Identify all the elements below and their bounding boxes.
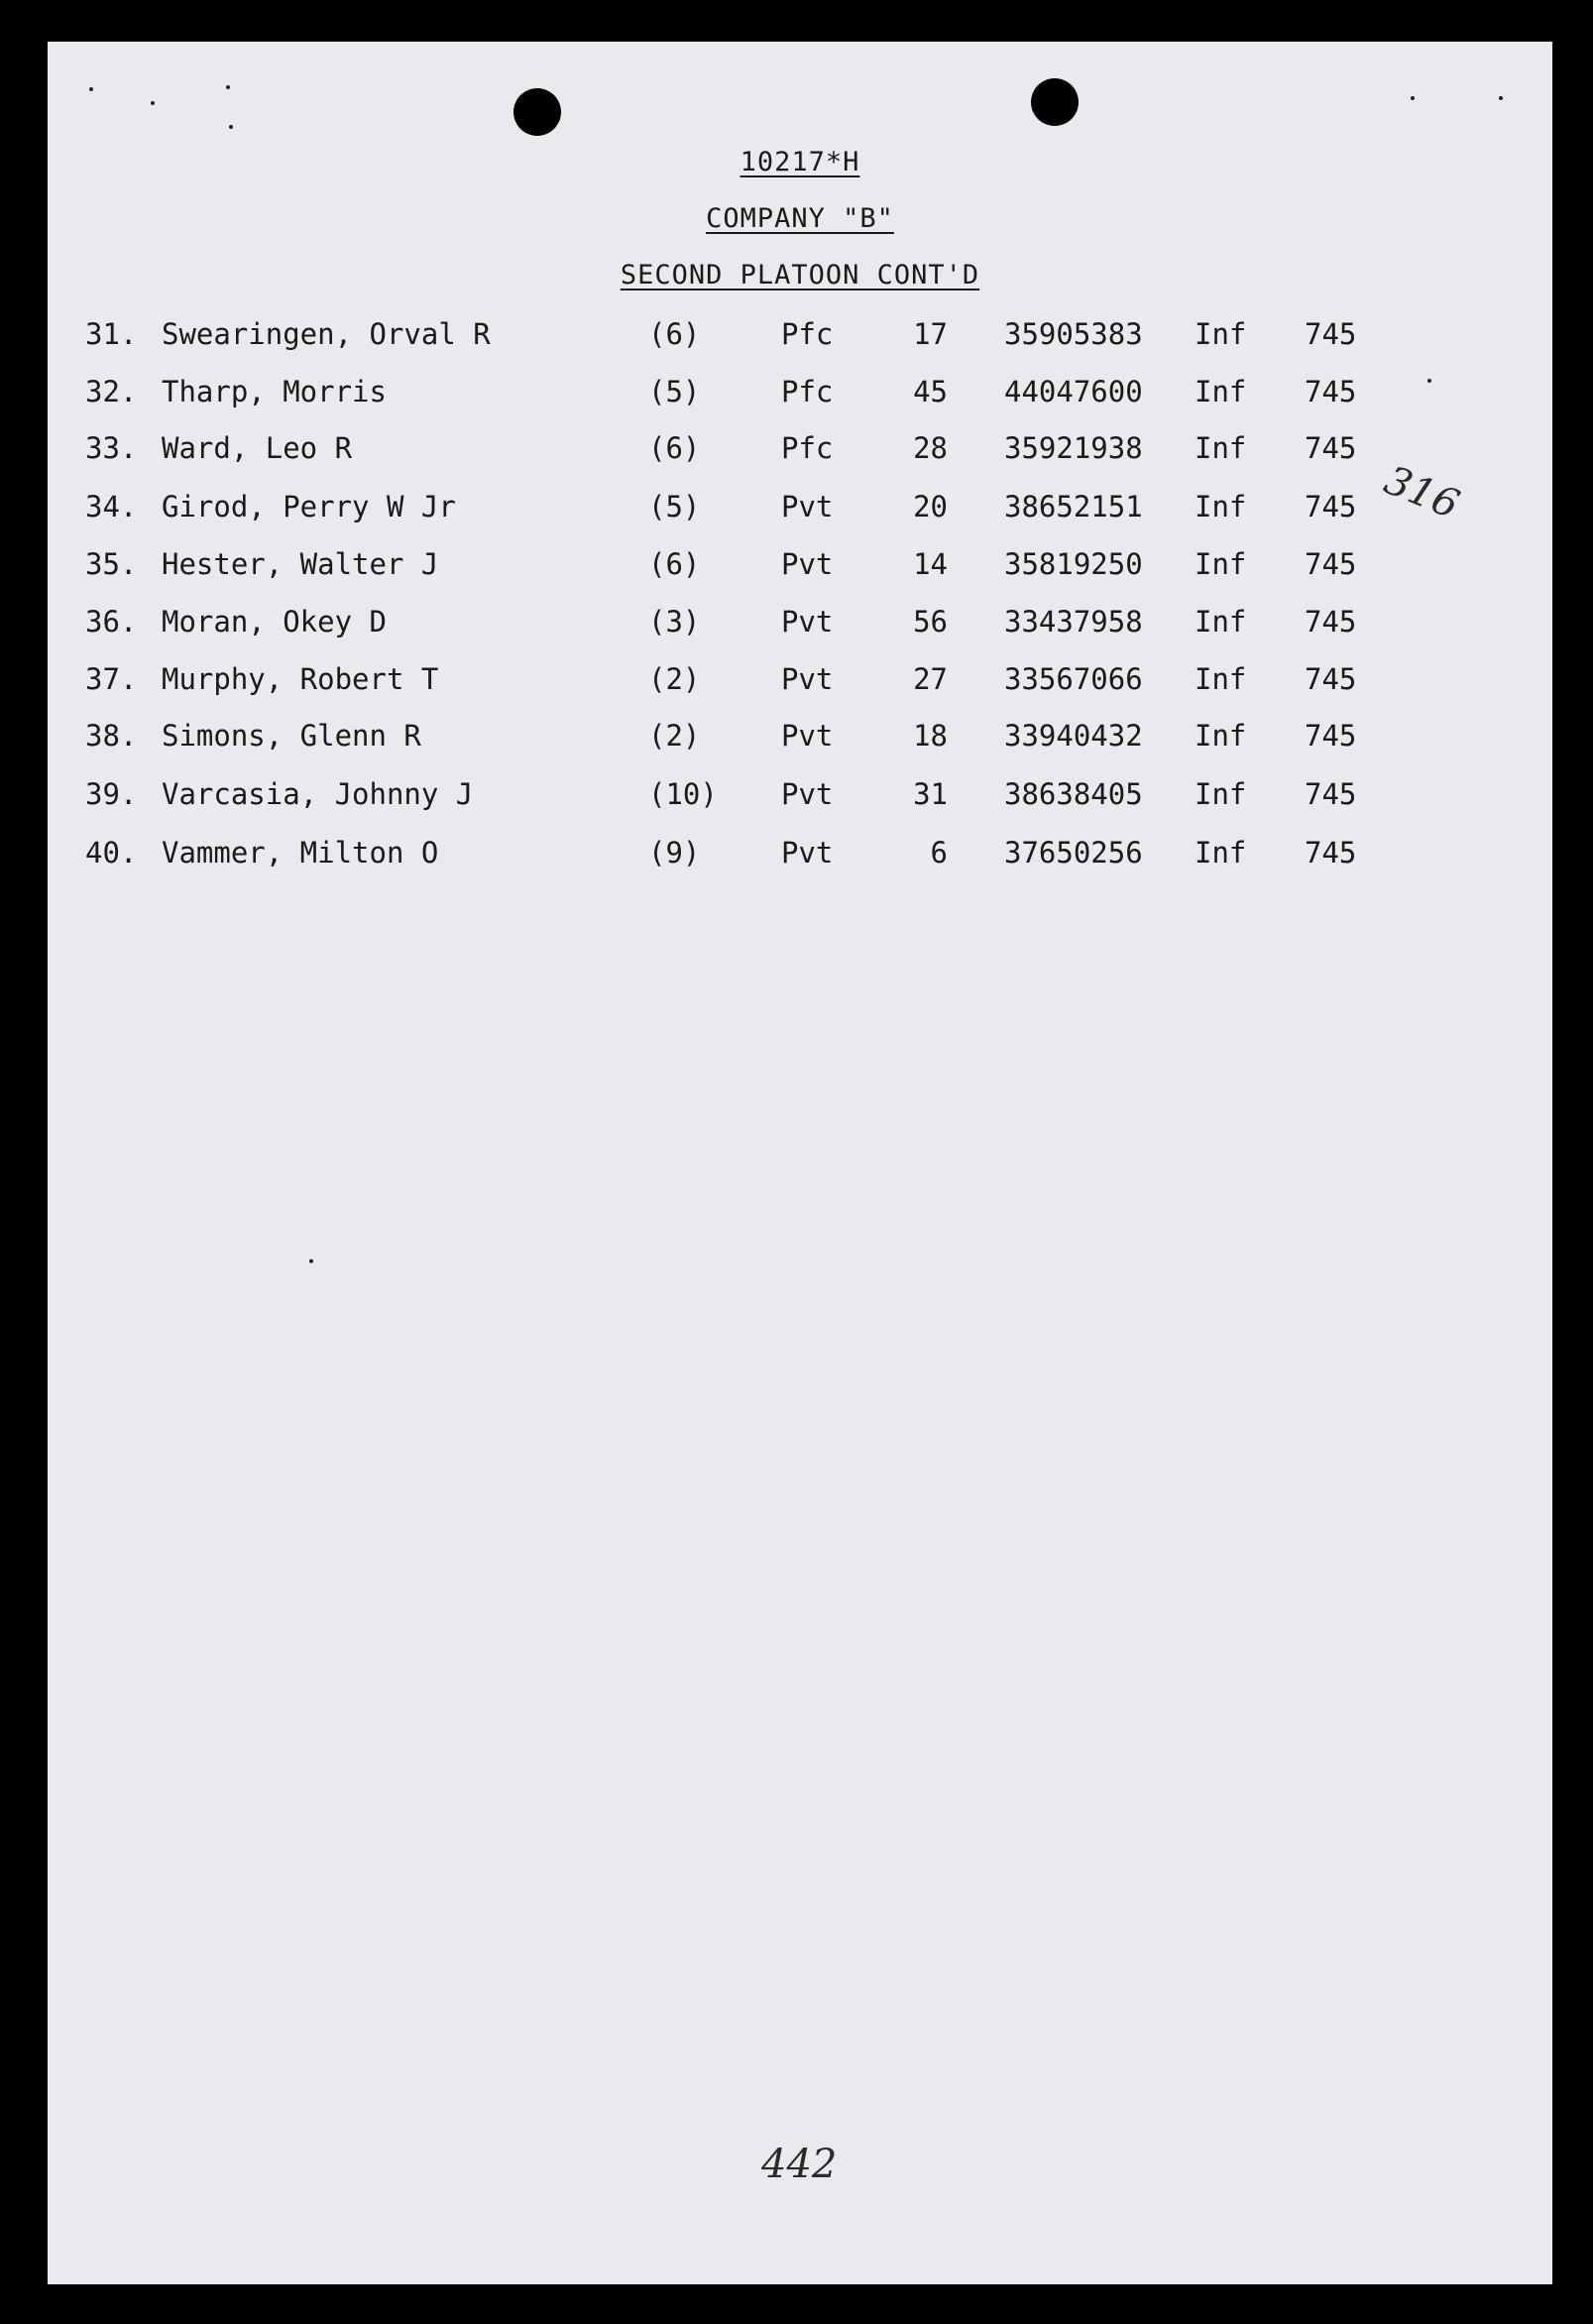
mos-code: 745 xyxy=(1305,662,1357,696)
rank: Pvt xyxy=(781,719,834,753)
soldier-name: Varcasia, Johnny J xyxy=(162,777,474,811)
score: 28 xyxy=(913,431,948,465)
rank: Pvt xyxy=(781,490,834,523)
row-number: 37. xyxy=(85,662,138,696)
roster-row xyxy=(48,547,1552,587)
soldier-name: Tharp, Morris xyxy=(162,375,387,408)
code: (5) xyxy=(648,490,701,523)
arm: Inf xyxy=(1195,431,1247,465)
code: (6) xyxy=(648,431,701,465)
rank: Pvt xyxy=(781,836,834,870)
soldier-name: Girod, Perry W Jr xyxy=(162,490,456,523)
mos-code: 745 xyxy=(1305,836,1357,870)
code: (2) xyxy=(648,662,701,696)
roster-row xyxy=(48,375,1552,414)
roster-row xyxy=(48,662,1552,702)
score: 27 xyxy=(913,662,948,696)
speck xyxy=(309,1259,313,1263)
soldier-name: Vammer, Milton O xyxy=(162,836,439,870)
score: 18 xyxy=(913,719,948,753)
arm: Inf xyxy=(1195,719,1247,753)
soldier-name: Murphy, Robert T xyxy=(162,662,439,696)
serial-number: 35819250 xyxy=(1004,547,1143,581)
soldier-name: Ward, Leo R xyxy=(162,431,353,465)
speck xyxy=(89,87,93,91)
code: (2) xyxy=(648,719,701,753)
roster-row xyxy=(48,719,1552,758)
score: 45 xyxy=(913,375,948,408)
arm: Inf xyxy=(1195,547,1247,581)
rank: Pvt xyxy=(781,547,834,581)
code: (9) xyxy=(648,836,701,870)
mos-code: 745 xyxy=(1305,375,1357,408)
arm: Inf xyxy=(1195,375,1247,408)
roster-row xyxy=(48,605,1552,644)
document-page xyxy=(48,42,1552,2284)
row-number: 33. xyxy=(85,431,138,465)
arm: Inf xyxy=(1195,317,1247,351)
mos-code: 745 xyxy=(1305,547,1357,581)
serial-number: 38652151 xyxy=(1004,490,1143,523)
serial-number: 38638405 xyxy=(1004,777,1143,811)
rank: Pfc xyxy=(781,317,834,351)
score: 6 xyxy=(930,836,948,870)
soldier-name: Swearingen, Orval R xyxy=(162,317,491,351)
soldier-name: Moran, Okey D xyxy=(162,605,387,639)
row-number: 31. xyxy=(85,317,138,351)
row-number: 34. xyxy=(85,490,138,523)
score: 14 xyxy=(913,547,948,581)
handwritten-page-number: 442 xyxy=(761,2142,838,2187)
serial-number: 35905383 xyxy=(1004,317,1143,351)
company-heading xyxy=(48,203,1552,234)
arm: Inf xyxy=(1195,836,1247,870)
section-heading xyxy=(48,260,1552,290)
row-number: 36. xyxy=(85,605,138,639)
arm: Inf xyxy=(1195,605,1247,639)
company-heading-text: COMPANY "B" xyxy=(706,203,894,234)
rank: Pvt xyxy=(781,662,834,696)
handwritten-margin-number: 316 xyxy=(1378,457,1466,528)
serial-number: 44047600 xyxy=(1004,375,1143,408)
roster-row xyxy=(48,490,1552,529)
code: (3) xyxy=(648,605,701,639)
roster-row xyxy=(48,317,1552,357)
roster-row xyxy=(48,777,1552,817)
score: 17 xyxy=(913,317,948,351)
code: (10) xyxy=(648,777,718,811)
mos-code: 745 xyxy=(1305,777,1357,811)
code: (6) xyxy=(648,317,701,351)
file-number xyxy=(48,147,1552,177)
mos-code: 745 xyxy=(1305,317,1357,351)
arm: Inf xyxy=(1195,777,1247,811)
serial-number: 33940432 xyxy=(1004,719,1143,753)
code: (5) xyxy=(648,375,701,408)
mos-code: 745 xyxy=(1305,719,1357,753)
soldier-name: Hester, Walter J xyxy=(162,547,439,581)
row-number: 35. xyxy=(85,547,138,581)
punch-hole-right xyxy=(1031,78,1079,126)
soldier-name: Simons, Glenn R xyxy=(162,719,421,753)
mos-code: 745 xyxy=(1305,605,1357,639)
mos-code: 745 xyxy=(1305,431,1357,465)
mos-code: 745 xyxy=(1305,490,1357,523)
punch-hole-left xyxy=(513,88,561,136)
serial-number: 33437958 xyxy=(1004,605,1143,639)
row-number: 32. xyxy=(85,375,138,408)
serial-number: 33567066 xyxy=(1004,662,1143,696)
serial-number: 35921938 xyxy=(1004,431,1143,465)
speck xyxy=(226,85,230,89)
serial-number: 37650256 xyxy=(1004,836,1143,870)
roster-row xyxy=(48,431,1552,471)
speck xyxy=(1411,96,1415,100)
code: (6) xyxy=(648,547,701,581)
row-number: 40. xyxy=(85,836,138,870)
rank: Pvt xyxy=(781,777,834,811)
score: 56 xyxy=(913,605,948,639)
score: 20 xyxy=(913,490,948,523)
section-heading-text: SECOND PLATOON CONT'D xyxy=(620,260,980,290)
roster-row xyxy=(48,836,1552,875)
row-number: 39. xyxy=(85,777,138,811)
file-number-text: 10217*H xyxy=(740,147,860,177)
speck xyxy=(1499,96,1503,100)
speck xyxy=(229,125,233,129)
rank: Pvt xyxy=(781,605,834,639)
rank: Pfc xyxy=(781,431,834,465)
rank: Pfc xyxy=(781,375,834,408)
arm: Inf xyxy=(1195,662,1247,696)
arm: Inf xyxy=(1195,490,1247,523)
speck xyxy=(151,101,155,105)
score: 31 xyxy=(913,777,948,811)
row-number: 38. xyxy=(85,719,138,753)
